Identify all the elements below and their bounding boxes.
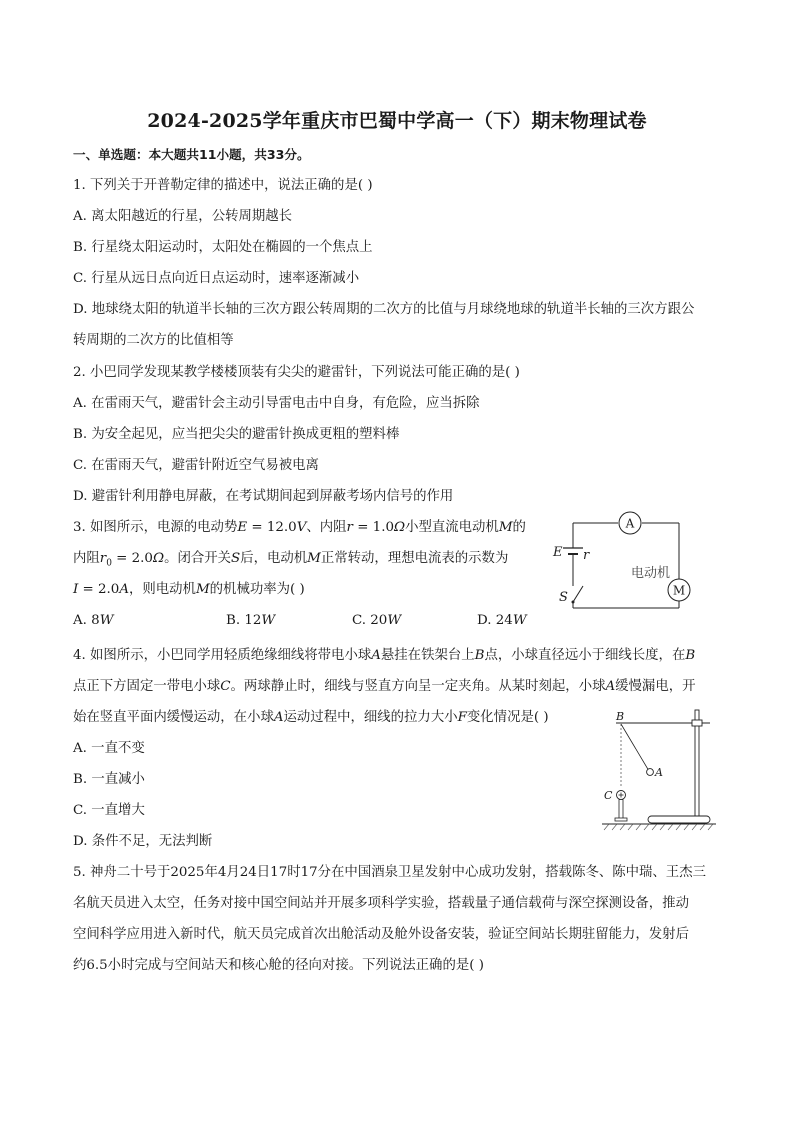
question-1-option-d: D. 地球绕太阳的轨道半长轴的三次方跟公转周期的二次方的比值与月球绕地球的轨道半长轴的三次方跟公 [73,302,695,317]
motor-symbol: M [672,583,686,598]
question-4-line-3: 始在竖直平面内缓慢运动，在小球A运动过程中，细线的拉力大小F变化情况是( ) [73,710,549,725]
question-2-option-c: C. 在雷雨天气，避雷针附近空气易被电离 [73,458,319,473]
ammeter-label: A [625,516,635,531]
question-1-option-a: A. 离太阳越近的行星，公转周期越长 [73,209,293,224]
label-a: A [655,766,663,779]
question-1-stem: 1. 下列关于开普勒定律的描述中，说法正确的是( ) [73,178,373,193]
question-3-line-3: I = 2.0A，则电动机M的机械功率为( ) [73,582,305,597]
resistance-label: r [583,548,590,563]
question-2-option-b: B. 为安全起见，应当把尖尖的避雷针换成更粗的塑料棒 [73,427,400,442]
question-3-line-1: 3. 如图所示，电源的电动势E = 12.0V、内阻r = 1.0Ω小型直流电动机M的 [73,520,526,535]
section-heading: 一、单选题：本大题共11小题，共33分。 [73,147,310,162]
motor-text-label: 电动机 [631,566,671,581]
question-4-line-2: 点正下方固定一带电小球C。两球静止时，细线与竖直方向呈一定夹角。从某时刻起，小球A缓慢漏电，开 [73,679,696,694]
motor-icon [668,579,690,601]
question-3-option-c: C. 20W [352,613,402,628]
switch-blade [573,586,583,602]
question-5-line-3: 空间科学应用进入新时代，航天员完成首次出舱活动及舱外设备安装，验证空间站长期驻留能力，发射后 [73,927,689,942]
string [621,724,649,771]
question-5-line-2: 名航天员进入太空，任务对接中国空间站并开展多项科学实验，搭载量子通信载荷与深空探测设备，推动 [73,896,689,911]
question-1-option-d-cont: 转周期的二次方的比值相等 [73,333,234,348]
question-4-line-1: 4. 如图所示，小巴同学用轻质绝缘细线将带电小球A悬挂在铁架台上B点，小球直径远小于细线长度，在B [73,648,696,663]
question-4-option-c: C. 一直增大 [73,803,145,818]
question-2-stem: 2. 小巴同学发现某教学楼楼顶装有尖尖的避雷针，下列说法可能正确的是( ) [73,365,520,380]
ball-a [647,769,654,776]
question-1-option-b: B. 行星绕太阳运动时，太阳处在椭圆的一个焦点上 [73,240,373,255]
question-3-option-a: A. 8W [73,613,114,628]
question-5-line-1: 5. 神舟二十号于2025年4月24日17时17分在中国酒泉卫星发射中心成功发射，搭载陈冬、陈中瑞、王杰三 [73,865,706,880]
circuit-diagram [545,508,715,613]
question-4-option-d: D. 条件不足，无法判断 [73,834,213,849]
question-4-option-b: B. 一直减小 [73,772,145,787]
ammeter-icon [619,512,641,534]
question-5-line-4: 约6.5小时完成与空间站天和核心舱的径向对接。下列说法正确的是( ) [73,958,484,973]
iron-stand-diagram [598,706,718,836]
switch-label: S [559,590,568,605]
question-2-option-a: A. 在雷雨天气，避雷针会主动引导雷电击中自身，有危险，应当拆除 [73,396,480,411]
question-2-option-d: D. 避雷针利用静电屏蔽，在考试期间起到屏蔽考场内信号的作用 [73,489,454,504]
question-3-option-b: B. 12W [226,613,276,628]
label-c: C [604,789,613,802]
label-b: B [616,710,625,723]
question-3-option-d: D. 24W [477,613,527,628]
page-title: 2024-2025学年重庆市巴蜀中学高一（下）期末物理试卷 [147,110,647,132]
emf-label: E [553,545,563,560]
question-3-line-2: 内阻$r_0 = 2.0\Omega$。闭合开关S后，电动机M正常转动，理想电流表的示数为 [73,551,509,569]
question-1-option-c: C. 行星从远日点向近日点运动时，速率逐渐减小 [73,271,360,286]
question-4-option-a: A. 一直不变 [73,741,145,756]
